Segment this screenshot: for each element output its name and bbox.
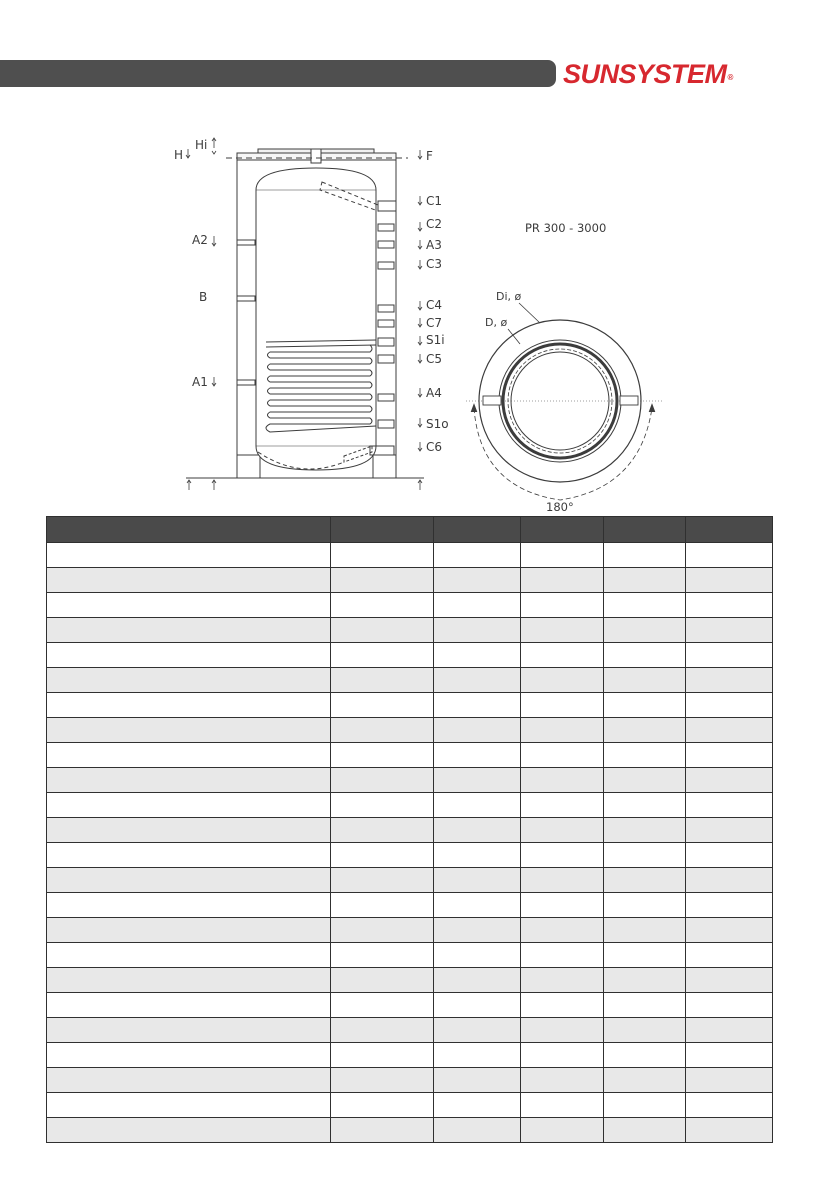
table-cell bbox=[521, 543, 604, 568]
table-cell bbox=[331, 843, 434, 868]
table-cell bbox=[47, 1043, 331, 1068]
table-cell bbox=[331, 1093, 434, 1118]
table-row bbox=[47, 968, 773, 993]
table-cell bbox=[434, 593, 521, 618]
table-cell bbox=[686, 593, 773, 618]
table-cell bbox=[604, 918, 686, 943]
table-cell bbox=[434, 768, 521, 793]
table-cell bbox=[604, 818, 686, 843]
table-cell bbox=[686, 1118, 773, 1143]
table-cell bbox=[47, 768, 331, 793]
table-cell bbox=[521, 1118, 604, 1143]
table-cell bbox=[47, 868, 331, 893]
table-cell bbox=[434, 943, 521, 968]
table-cell bbox=[521, 743, 604, 768]
table-cell bbox=[47, 793, 331, 818]
table-cell bbox=[47, 693, 331, 718]
table-cell bbox=[47, 918, 331, 943]
table-cell bbox=[604, 768, 686, 793]
table-cell bbox=[434, 743, 521, 768]
label-c5: C5 bbox=[426, 352, 443, 366]
table-cell bbox=[331, 1118, 434, 1143]
table-cell bbox=[331, 768, 434, 793]
table-cell bbox=[686, 793, 773, 818]
table-row bbox=[47, 593, 773, 618]
table-cell bbox=[434, 1068, 521, 1093]
table-cell bbox=[521, 893, 604, 918]
table-cell bbox=[604, 893, 686, 918]
table-cell bbox=[331, 893, 434, 918]
label-di: Di, ø bbox=[496, 290, 522, 303]
table-cell bbox=[604, 593, 686, 618]
table-cell bbox=[331, 568, 434, 593]
table-cell bbox=[686, 943, 773, 968]
table-cell bbox=[434, 793, 521, 818]
table-row bbox=[47, 1093, 773, 1118]
table-cell bbox=[434, 818, 521, 843]
table-cell bbox=[331, 968, 434, 993]
table-cell bbox=[604, 543, 686, 568]
table-cell bbox=[686, 968, 773, 993]
tank-cross-section bbox=[466, 303, 662, 500]
table-cell bbox=[47, 1093, 331, 1118]
table-cell bbox=[686, 893, 773, 918]
table-cell bbox=[47, 568, 331, 593]
table-row bbox=[47, 993, 773, 1018]
table-cell bbox=[331, 818, 434, 843]
table-cell bbox=[331, 1043, 434, 1068]
table-header-cell bbox=[604, 517, 686, 543]
table-cell bbox=[686, 1093, 773, 1118]
table-cell bbox=[521, 643, 604, 668]
tank-front-view bbox=[186, 149, 424, 478]
label-c1: C1 bbox=[426, 194, 443, 208]
table-cell bbox=[686, 568, 773, 593]
table-row bbox=[47, 693, 773, 718]
table-cell bbox=[686, 768, 773, 793]
table-cell bbox=[47, 543, 331, 568]
table-cell bbox=[604, 1018, 686, 1043]
table-cell bbox=[686, 918, 773, 943]
label-a3: A3 bbox=[426, 238, 442, 252]
table-cell bbox=[604, 643, 686, 668]
table-cell bbox=[521, 1018, 604, 1043]
table-cell bbox=[47, 743, 331, 768]
label-c7: C7 bbox=[426, 316, 443, 330]
table-cell bbox=[686, 1068, 773, 1093]
table-cell bbox=[604, 1068, 686, 1093]
table-row bbox=[47, 1068, 773, 1093]
label-a2: A2 bbox=[192, 233, 208, 247]
table-row bbox=[47, 1043, 773, 1068]
table-cell bbox=[604, 793, 686, 818]
table-cell bbox=[604, 743, 686, 768]
table-cell bbox=[604, 868, 686, 893]
table-header-cell bbox=[686, 517, 773, 543]
table-cell bbox=[604, 618, 686, 643]
table-cell bbox=[604, 943, 686, 968]
table-cell bbox=[434, 1018, 521, 1043]
table-row bbox=[47, 843, 773, 868]
table-cell bbox=[434, 668, 521, 693]
table-header-cell bbox=[47, 517, 331, 543]
table-cell bbox=[434, 718, 521, 743]
registered-mark: ® bbox=[727, 73, 733, 82]
table-cell bbox=[47, 1068, 331, 1093]
table-cell bbox=[686, 718, 773, 743]
table-cell bbox=[604, 718, 686, 743]
table-cell bbox=[331, 693, 434, 718]
table-cell bbox=[686, 1043, 773, 1068]
table-row bbox=[47, 643, 773, 668]
table-cell bbox=[331, 993, 434, 1018]
table-cell bbox=[434, 1118, 521, 1143]
table-cell bbox=[434, 618, 521, 643]
table-cell bbox=[521, 693, 604, 718]
table-cell bbox=[521, 818, 604, 843]
table-cell bbox=[521, 768, 604, 793]
table-cell bbox=[521, 843, 604, 868]
table-cell bbox=[47, 668, 331, 693]
label-b: B bbox=[199, 290, 208, 304]
label-hi: Hi bbox=[195, 138, 208, 152]
table-cell bbox=[47, 893, 331, 918]
table-cell bbox=[331, 793, 434, 818]
table-cell bbox=[331, 943, 434, 968]
table-cell bbox=[434, 543, 521, 568]
model-label: PR 300 - 3000 bbox=[525, 221, 607, 235]
label-s1i: S1i bbox=[426, 333, 445, 347]
table-row bbox=[47, 793, 773, 818]
table-cell bbox=[604, 1118, 686, 1143]
table-cell bbox=[434, 643, 521, 668]
table-row bbox=[47, 743, 773, 768]
table-cell bbox=[686, 693, 773, 718]
table-cell bbox=[521, 718, 604, 743]
table-header-cell bbox=[521, 517, 604, 543]
label-c3: C3 bbox=[426, 257, 443, 271]
table-row bbox=[47, 543, 773, 568]
spec-table bbox=[46, 516, 773, 1143]
table-cell bbox=[331, 868, 434, 893]
label-a4: A4 bbox=[426, 386, 442, 400]
table-row bbox=[47, 668, 773, 693]
table-cell bbox=[331, 668, 434, 693]
table-cell bbox=[686, 993, 773, 1018]
table-cell bbox=[604, 968, 686, 993]
table-row bbox=[47, 768, 773, 793]
table-cell bbox=[521, 1068, 604, 1093]
table-cell bbox=[604, 993, 686, 1018]
table-cell bbox=[331, 593, 434, 618]
label-c2: C2 bbox=[426, 217, 443, 231]
table-cell bbox=[47, 1118, 331, 1143]
table-cell bbox=[331, 1018, 434, 1043]
table-cell bbox=[521, 943, 604, 968]
table-cell bbox=[521, 618, 604, 643]
label-s1o: S1o bbox=[426, 417, 449, 431]
table-cell bbox=[686, 643, 773, 668]
table-cell bbox=[47, 968, 331, 993]
table-header-cell bbox=[434, 517, 521, 543]
table-cell bbox=[604, 843, 686, 868]
brand-name: SUNSYSTEM bbox=[563, 59, 727, 89]
table-cell bbox=[47, 643, 331, 668]
label-h: H bbox=[174, 148, 184, 162]
table-row bbox=[47, 893, 773, 918]
table-cell bbox=[686, 868, 773, 893]
table-cell bbox=[521, 593, 604, 618]
table-row bbox=[47, 618, 773, 643]
table-row bbox=[47, 818, 773, 843]
table-cell bbox=[331, 1068, 434, 1093]
table-cell bbox=[47, 843, 331, 868]
table-row bbox=[47, 943, 773, 968]
label-c4: C4 bbox=[426, 298, 443, 312]
table-cell bbox=[434, 1043, 521, 1068]
table-cell bbox=[604, 668, 686, 693]
table-cell bbox=[47, 943, 331, 968]
table-cell bbox=[434, 918, 521, 943]
table-cell bbox=[521, 793, 604, 818]
table-cell bbox=[47, 593, 331, 618]
table-cell bbox=[521, 668, 604, 693]
table-row bbox=[47, 1118, 773, 1143]
table-cell bbox=[686, 668, 773, 693]
table-cell bbox=[434, 568, 521, 593]
table-cell bbox=[434, 843, 521, 868]
table-row bbox=[47, 918, 773, 943]
table-cell bbox=[331, 543, 434, 568]
label-c6: C6 bbox=[426, 440, 443, 454]
table-cell bbox=[521, 568, 604, 593]
label-f: F bbox=[426, 149, 433, 163]
technical-drawing bbox=[0, 0, 839, 520]
table-row bbox=[47, 718, 773, 743]
table-row bbox=[47, 568, 773, 593]
table-cell bbox=[434, 868, 521, 893]
table-cell bbox=[434, 693, 521, 718]
table-body bbox=[47, 543, 773, 1143]
table-cell bbox=[434, 993, 521, 1018]
table-cell bbox=[331, 918, 434, 943]
table-cell bbox=[604, 568, 686, 593]
table-row bbox=[47, 868, 773, 893]
table-cell bbox=[604, 1093, 686, 1118]
label-d: D, ø bbox=[485, 316, 508, 329]
table-cell bbox=[521, 868, 604, 893]
table-cell bbox=[521, 1093, 604, 1118]
table-cell bbox=[331, 743, 434, 768]
table-cell bbox=[686, 743, 773, 768]
table-cell bbox=[434, 893, 521, 918]
table-cell bbox=[47, 618, 331, 643]
table-cell bbox=[521, 968, 604, 993]
table-cell bbox=[686, 818, 773, 843]
table-cell bbox=[47, 1018, 331, 1043]
table-cell bbox=[686, 1018, 773, 1043]
table-cell bbox=[47, 718, 331, 743]
table-header-row bbox=[47, 517, 773, 543]
table-cell bbox=[686, 843, 773, 868]
table-cell bbox=[434, 1093, 521, 1118]
table-row bbox=[47, 1018, 773, 1043]
table-cell bbox=[434, 968, 521, 993]
table-cell bbox=[331, 718, 434, 743]
table-cell bbox=[604, 1043, 686, 1068]
table-cell bbox=[686, 618, 773, 643]
table-header-cell bbox=[331, 517, 434, 543]
table-cell bbox=[521, 993, 604, 1018]
label-angle: 180° bbox=[546, 500, 574, 514]
table-cell bbox=[47, 818, 331, 843]
label-a1: A1 bbox=[192, 375, 208, 389]
table-cell bbox=[331, 618, 434, 643]
table-cell bbox=[521, 918, 604, 943]
table-cell bbox=[604, 693, 686, 718]
table-cell bbox=[521, 1043, 604, 1068]
table-cell bbox=[686, 543, 773, 568]
table-cell bbox=[47, 993, 331, 1018]
table-cell bbox=[331, 643, 434, 668]
